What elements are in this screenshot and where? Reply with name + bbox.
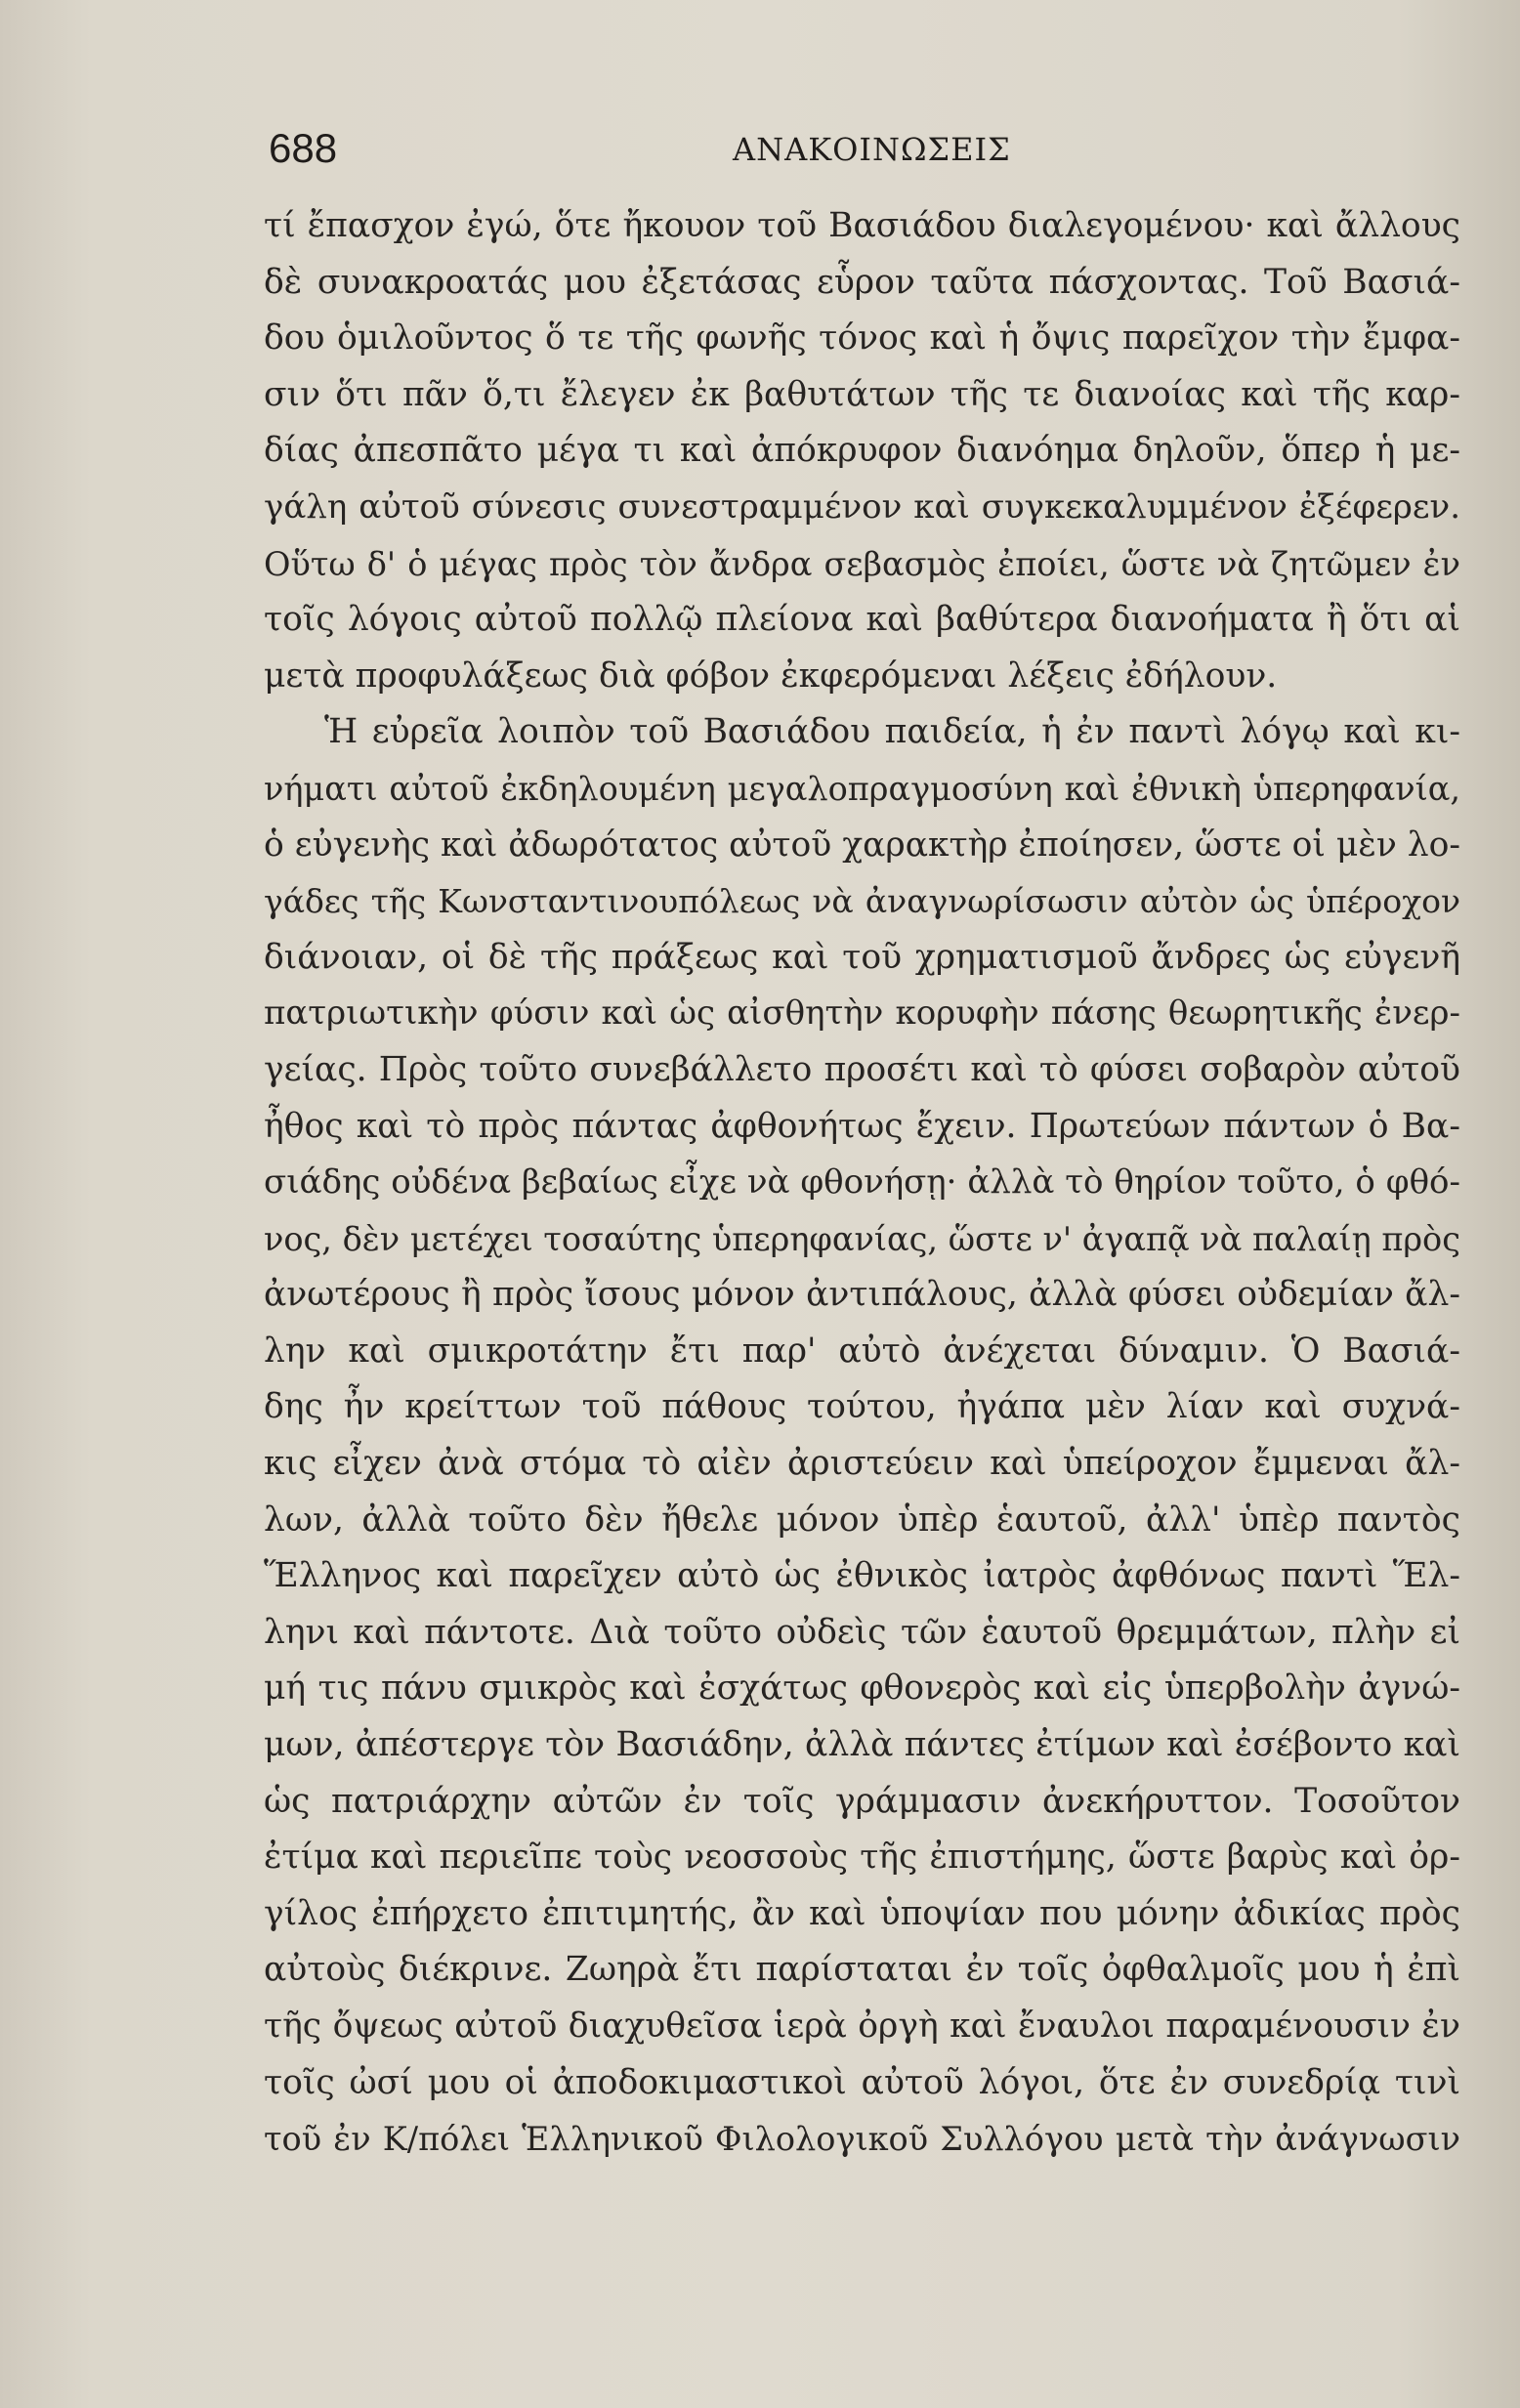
text-line: ληνι καὶ πάντοτε. Διὰ τοῦτο οὐδεὶς τῶν ἑαυτοῦ θρεμμάτων, πλὴν εἰ xyxy=(264,1612,1460,1652)
text-line: λων, ἀλλὰ τοῦτο δὲν ἤθελε μόνον ὑπὲρ ἑαυτοῦ, ἀλλ' ὑπὲρ παντὸς xyxy=(264,1500,1460,1540)
paragraph-start-line: Ἡ εὐρεῖα λοιπὸν τοῦ Βασιάδου παιδεία, ἡ ἐν παντὶ λόγῳ καὶ κι- xyxy=(324,712,1460,752)
text-line: πατριωτικὴν φύσιν καὶ ὡς αἰσθητὴν κορυφὴν πάσης θεωρητικῆς ἐνερ- xyxy=(264,993,1460,1034)
text-line: ὁ εὐγενὴς καὶ ἀδωρότατος αὐτοῦ χαρακτὴρ ἐποίησεν, ὥστε οἱ μὲν λο- xyxy=(264,824,1460,865)
text-line: Οὕτω δ' ὁ μέγας πρὸς τὸν ἄνδρα σεβασμὸς ἐποίει, ὥστε νὰ ζητῶμεν ἐν xyxy=(264,544,1460,583)
text-line: τοῦ ἐν Κ/πόλει Ἑλληνικοῦ Φιλολογικοῦ Συλλόγου μετὰ τὴν ἀνάγνωσιν xyxy=(264,2120,1460,2159)
page-header xyxy=(269,125,1392,184)
text-line: νος, δὲν μετέχει τοσαύτης ὑπερηφανίας, ὥστε ν' ἀγαπᾷ νὰ παλαίῃ πρὸς xyxy=(264,1219,1460,1258)
text-line: γίλος ἐπήρχετο ἐπιτιμητής, ἂν καὶ ὑποψίαν που μόνην ἀδικίας πρὸς xyxy=(264,1893,1460,1933)
text-line: ἦθος καὶ τὸ πρὸς πάντας ἀφθονήτως ἔχειν. Πρωτεύων πάντων ὁ Βα- xyxy=(264,1106,1460,1146)
text-line: Ἕλληνος καὶ παρεῖχεν αὐτὸ ὡς ἐθνικὸς ἰατρὸς ἀφθόνως παντὶ Ἕλ- xyxy=(264,1556,1460,1596)
text-line: σιν ὅτι πᾶν ὅ,τι ἔλεγεν ἐκ βαθυτάτων τῆς τε διανοίας καὶ τῆς καρ- xyxy=(264,374,1460,414)
text-line: γάλη αὐτοῦ σύνεσις συνεστραμμένον καὶ συγκεκαλυμμένον ἐξέφερεν. xyxy=(264,486,1460,527)
text-line: ἀνωτέρους ἢ πρὸς ἴσους μόνον ἀντιπάλους, ἀλλὰ φύσει οὐδεμίαν ἄλ- xyxy=(264,1275,1460,1315)
text-line: δης ἦν κρείττων τοῦ πάθους τούτου, ἠγάπα μὲν λίαν καὶ συχνά- xyxy=(264,1387,1460,1427)
text-line: νήματι αὐτοῦ ἐκδηλουμένη μεγαλοπραγμοσύνη καὶ ἐθνικὴ ὑπερηφανία, xyxy=(264,769,1460,808)
text-line: τοῖς λόγοις αὐτοῦ πολλῷ πλείονα καὶ βαθύτερα διανοήματα ἢ ὅτι αἱ xyxy=(264,600,1460,640)
running-title: ΑΝΑΚΟΙΝΩΣΕΙΣ xyxy=(733,131,1011,168)
text-line: αὐτοὺς διέκρινε. Ζωηρὰ ἔτι παρίσταται ἐν τοῖς ὀφθαλμοῖς μου ἡ ἐπὶ xyxy=(264,1950,1460,1990)
text-line: τοῖς ὠσί μου οἱ ἀποδοκιμαστικοὶ αὐτοῦ λόγοι, ὅτε ἐν συνεδρίᾳ τινὶ xyxy=(264,2062,1460,2102)
text-line: μων, ἀπέστεργε τὸν Βασιάδην, ἀλλὰ πάντες ἐτίμων καὶ ἐσέβοντο καὶ xyxy=(264,1725,1460,1765)
text-line: τί ἔπασχον ἐγώ, ὅτε ἤκουον τοῦ Βασιάδου διαλεγομένου· καὶ ἄλλους xyxy=(264,206,1460,245)
page-number: 688 xyxy=(269,125,338,171)
text-line: ἐτίμα καὶ περιεῖπε τοὺς νεοσσοὺς τῆς ἐπιστήμης, ὥστε βαρὺς καὶ ὀρ- xyxy=(264,1838,1460,1878)
text-line: δὲ συνακροατάς μου ἐξετάσας εὗρον ταῦτα πάσχοντας. Τοῦ Βασιά- xyxy=(264,262,1460,302)
text-line: κις εἶχεν ἀνὰ στόμα τὸ αἰὲν ἀριστεύειν καὶ ὑπείροχον ἔμμεναι ἄλ- xyxy=(264,1444,1460,1484)
text-line: γείας. Πρὸς τοῦτο συνεβάλλετο προσέτι καὶ τὸ φύσει σοβαρὸν αὐτοῦ xyxy=(264,1049,1460,1089)
text-line: σιάδης οὐδένα βεβαίως εἶχε νὰ φθονήσῃ· ἀλλὰ τὸ θηρίον τοῦτο, ὁ φθό- xyxy=(264,1162,1460,1203)
text-line: διάνοιαν, οἱ δὲ τῆς πράξεως καὶ τοῦ χρηματισμοῦ ἄνδρες ὡς εὐγενῆ xyxy=(264,937,1460,977)
text-line: γάδες τῆς Κωνσταντινουπόλεως νὰ ἀναγνωρίσωσιν αὐτὸν ὡς ὑπέροχον xyxy=(264,882,1460,921)
text-line: δίας ἀπεσπᾶτο μέγα τι καὶ ἀπόκρυφον διανόημα δηλοῦν, ὅπερ ἡ με- xyxy=(264,431,1460,471)
text-line: τῆς ὄψεως αὐτοῦ διαχυθεῖσα ἱερὰ ὀργὴ καὶ ἔναυλοι παραμένουσιν ἐν xyxy=(264,2007,1460,2046)
text-line: μή τις πάνυ σμικρὸς καὶ ἐσχάτως φθονερὸς καὶ εἰς ὑπερβολὴν ἀγνώ- xyxy=(264,1669,1460,1709)
text-line: δου ὁμιλοῦντος ὅ τε τῆς φωνῆς τόνος καὶ ἡ ὄψις παρεῖχον τὴν ἔμφα- xyxy=(264,318,1460,359)
text-line: μετὰ προφυλάξεως διὰ φόβον ἐκφερόμεναι λέξεις ἐδήλουν. xyxy=(264,655,1278,696)
text-line: ὡς πατριάρχην αὐτῶν ἐν τοῖς γράμμασιν ἀνεκήρυττον. Τοσοῦτον xyxy=(264,1781,1460,1821)
text-line: λην καὶ σμικροτάτην ἔτι παρ' αὐτὸ ἀνέχεται δύναμιν. Ὁ Βασιά- xyxy=(264,1331,1460,1371)
body-text xyxy=(264,198,1460,2168)
